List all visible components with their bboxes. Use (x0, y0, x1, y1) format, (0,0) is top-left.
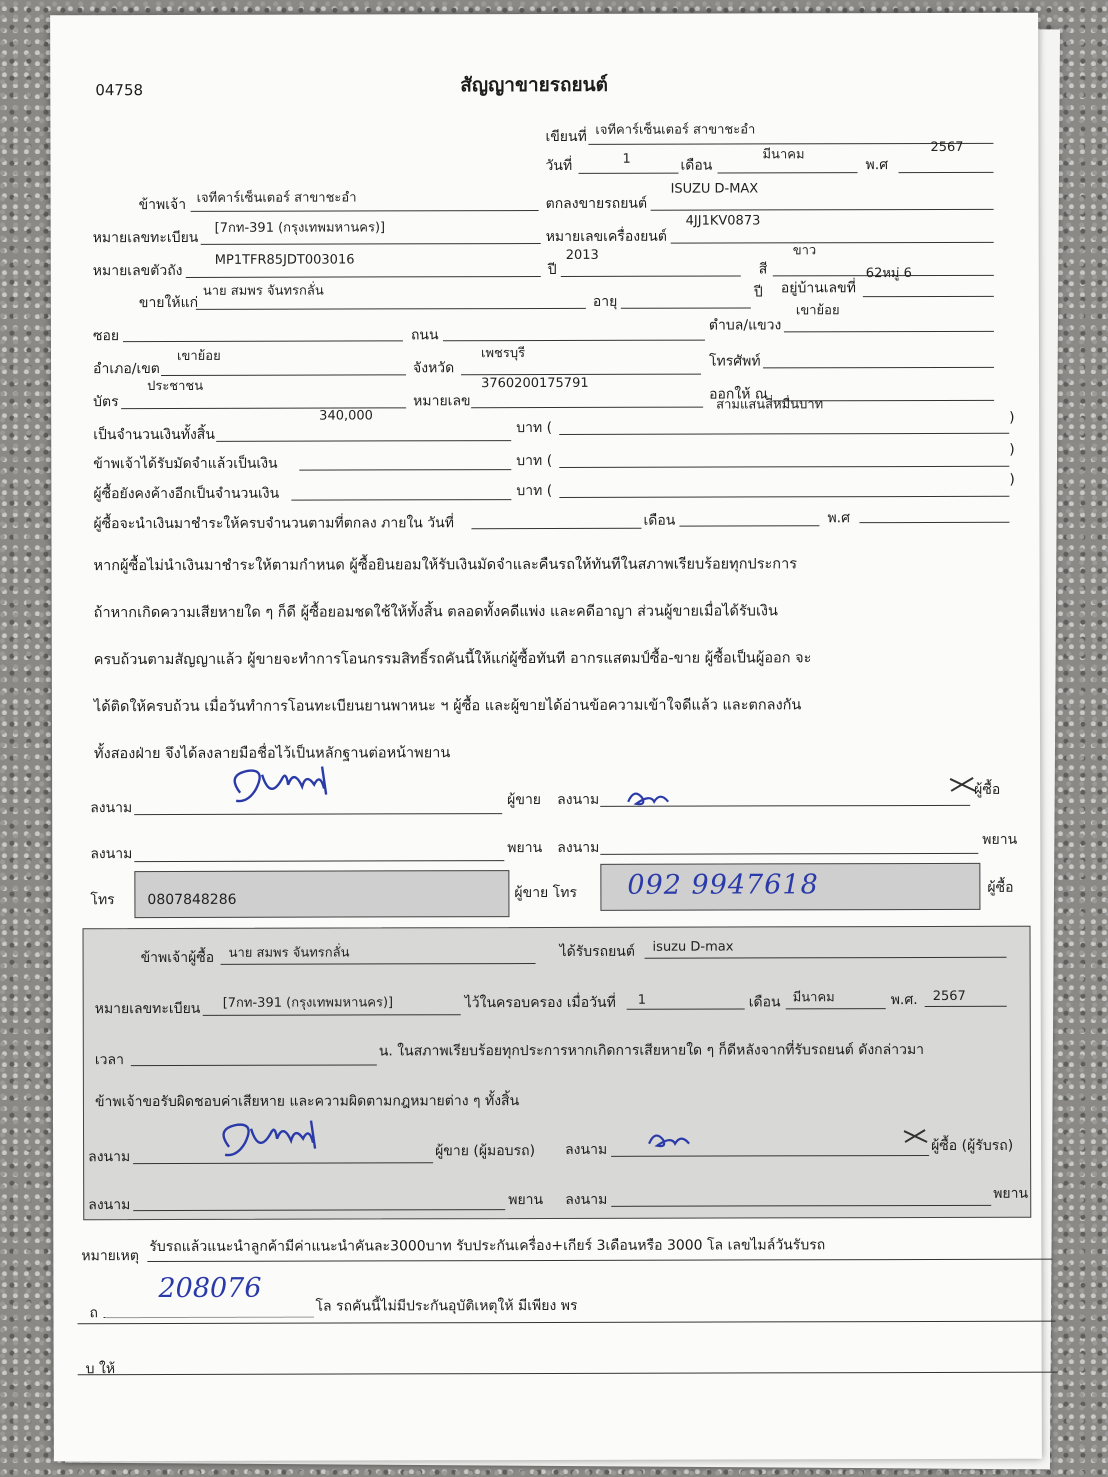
receipt-seller-role: ผู้ขาย (ผู้มอบรถ) (435, 1143, 536, 1160)
total-amount-line (216, 440, 511, 442)
receipt-buyer-x-mark (901, 1127, 931, 1147)
receipt-car-value: isuzu D-max (652, 939, 734, 955)
pay-by-label: ผู้ซื้อจะนำเงินมาชำระให้ครบจำนวนตามที่ตกลง ภายใน วันที่ (93, 515, 454, 533)
buyer-phone-value: 092 9947618 (627, 869, 819, 901)
plate-value: [7กท-391 (กรุงเทพมหานคร)] (214, 220, 386, 236)
date-month-line (718, 172, 858, 173)
engine-value: 4JJ1KV0873 (685, 213, 761, 229)
buyer-signature (624, 784, 684, 810)
mileage-prefix: ถ (89, 1305, 99, 1322)
soi-label: ซอย (92, 328, 120, 345)
pay-month-line (679, 525, 819, 526)
seller-line (191, 210, 539, 212)
total-baht-label: บาท ( (516, 419, 553, 437)
district-label: อำเภอ/เขต (93, 361, 160, 378)
terms-line-3: ครบถ้วนตามสัญญาแล้ว ผู้ขายจะทำการโอนกรรมสิทธิ์รถคันนี้ให้แก่ผู้ซื้อทันที อากรแสตมป์ซื้อ-ขาย ผู้ซื้อเป็นผู้ออก จะ (93, 650, 812, 669)
owed-words-line (559, 496, 1009, 498)
seller-sign-label: ลงนาม (90, 800, 133, 817)
house-label: อยู่บ้านเลขที่ (780, 280, 856, 297)
witness1-sign-line (134, 860, 504, 862)
agree-label: ตกลงขายรถยนต์ (545, 195, 648, 212)
written-at-value: เจทีคาร์เซ็นเตอร์ สาขาชะอำ (595, 122, 756, 138)
engine-line (671, 242, 994, 244)
buyer-label: ขายให้แก่ (138, 294, 199, 312)
card-no-value: 3760200175791 (481, 375, 589, 392)
owed-baht-label: บาท ( (516, 482, 553, 500)
color-value: ขาว (792, 243, 817, 259)
subdistrict-line (784, 331, 994, 333)
total-amount-value: 340,000 (319, 408, 373, 424)
receipt-year-label: พ.ศ. (890, 992, 918, 1009)
date-month-value: มีนาคม (762, 147, 805, 163)
mileage-underline (78, 1321, 1056, 1325)
house-line (863, 296, 994, 297)
pay-year-label: พ.ศ (827, 510, 851, 527)
receipt-seller-signature (211, 1117, 351, 1165)
mileage-value: 208076 (158, 1272, 262, 1305)
buyer-sign-role: ผู้ซื้อ (974, 781, 1001, 798)
receipt-received-label: ได้รับรถยนต์ (559, 943, 635, 960)
receipt-liability-text: ข้าพเจ้าขอรับผิดชอบค่าเสียหาย และความผิดตามกฎหมายต่าง ๆ ทั้งสิ้น (94, 1093, 520, 1111)
car-year-value: 2013 (565, 247, 599, 263)
subdistrict-label: ตำบล/แขวง (708, 317, 782, 334)
phone-label: โทรศัพท์ (708, 353, 761, 370)
date-day-line (579, 173, 679, 174)
note-label: หมายเหตุ (81, 1248, 140, 1265)
date-year-value: 2567 (930, 139, 964, 155)
chassis-value: MP1TFR85JDT003016 (214, 252, 355, 268)
deposit-words-line (559, 466, 1009, 468)
age-line (621, 307, 751, 308)
receipt-buyer-sign-label: ลงนาม (565, 1141, 608, 1158)
chassis-label: หมายเลขตัวถัง (92, 262, 183, 280)
buyer-value: นาย สมพร จันทรกลั่น (202, 283, 324, 299)
owed-close-paren: ) (1009, 471, 1015, 488)
color-label: สี (758, 261, 768, 278)
receipt-buyer-value: นาย สมพร จันทรกลั่น (228, 945, 350, 961)
date-month-label: เดือน (680, 157, 713, 174)
page-title: สัญญาขายรถยนต์ (460, 73, 608, 97)
deliver-label: บ ให้ (85, 1361, 116, 1378)
mileage-line (104, 1317, 314, 1319)
province-value: เพชรบุรี (480, 346, 526, 362)
receipt-witness1-role: พยาน (508, 1192, 544, 1209)
buyer-line (196, 308, 586, 310)
deposit-close-paren: ) (1009, 441, 1015, 458)
card-label: บัตร (93, 394, 119, 411)
card-type-value: ประชาชน (147, 378, 204, 395)
receipt-buyer-signature (645, 1126, 705, 1152)
plate-line (201, 243, 541, 245)
phone-line (763, 367, 994, 369)
note-line (147, 1259, 1052, 1262)
document-number: 04758 (95, 81, 144, 100)
witness1-sign-label: ลงนาม (90, 846, 133, 863)
total-words-line (559, 433, 1009, 435)
road-label: ถนน (410, 327, 439, 344)
witness1-role: พยาน (507, 840, 543, 857)
buyer-sign-label: ลงนาม (557, 791, 600, 808)
witness2-sign-label: ลงนาม (557, 839, 600, 856)
receipt-plate-value: [7กท-391 (กรุงเทพมหานคร)] (222, 995, 394, 1011)
witness2-role: พยาน (982, 831, 1018, 848)
district-value: เขาย้อย (176, 348, 221, 364)
terms-line-2: ถ้าหากเกิดความเสียหายใด ๆ ก็ดี ผู้ซื้อยอมชดใช้ให้ทั้งสิ้น ตลอดทั้งคดีแพ่ง และคดีอาญา ส่วนผู้ขายเมื่อได้รับเงิน (93, 603, 778, 622)
age-label: อายุ (592, 293, 618, 310)
pay-month-label: เดือน (643, 512, 676, 529)
card-no-line (471, 407, 703, 409)
owed-label: ผู้ซื้อยังคงค้างอีกเป็นจำนวนเงิน (93, 485, 280, 503)
terms-line-5: ทั้งสองฝ่าย จึงได้ลงลายมือชื่อไว้เป็นหลักฐานต่อหน้าพยาน (94, 745, 451, 763)
total-label: เป็นจำนวนเงินทั้งสิ้น (93, 426, 215, 444)
receipt-witness2-role: พยาน (993, 1185, 1029, 1202)
deposit-line (299, 469, 511, 471)
receipt-plate-label: หมายเลขทะเบียน (94, 1000, 201, 1018)
seller-tel-suffix: ผู้ขาย โทร (514, 884, 577, 902)
road-line (443, 340, 705, 342)
engine-label: หมายเลขเครื่องยนต์ (545, 228, 667, 245)
receipt-box (82, 926, 1031, 1220)
receipt-witness2-sign-label: ลงนาม (565, 1191, 608, 1208)
issued-label: ออกให้ ณ (709, 386, 768, 403)
total-words-value: สามแสนสี่หมื่นบาท (716, 397, 824, 413)
seller-label: ข้าพเจ้า (138, 196, 187, 214)
receipt-time-text: น. ในสภาพเรียบร้อยทุกประการหากเกิดการเสียหายใด ๆ ก็ดีหลังจากที่รับรถยนต์ ดังกล่าวมา (378, 1042, 925, 1060)
seller-value: เจทีคาร์เซ็นเตอร์ สาขาชะอำ (196, 190, 357, 206)
witness2-sign-line (600, 853, 978, 855)
receipt-possession-label: ไว้ในครอบครอง เมื่อวันที่ (464, 994, 616, 1012)
province-label: จังหวัด (413, 360, 455, 377)
receipt-month-label: เดือน (748, 994, 781, 1011)
receipt-buyer-role: ผู้ซื้อ (ผู้รับรถ) (931, 1137, 1014, 1154)
mileage-suffix: โล รถคันนี้ไม่มีประกันอุบัติเหตุให้ มีเพียง พร (315, 1297, 578, 1315)
date-year-label: พ.ศ (865, 157, 889, 174)
receipt-time-label: เวลา (94, 1052, 124, 1069)
car-year-label: ปี (547, 261, 557, 278)
date-day-label: วันที่ (545, 157, 573, 174)
seller-sign-line (134, 813, 502, 815)
chassis-line (186, 276, 541, 278)
note-text: รับรถแล้วแนะนำลูกค้ามีค่าแนะนำคันละ3000บาท รับประกันเครื่อง+เกียร์ 3เดือนหรือ 3000 โล เลขไมล์วันรับรถ (149, 1237, 826, 1256)
car-model-line (651, 209, 994, 211)
receipt-month-value: มีนาคม (792, 990, 835, 1006)
car-model-value: ISUZU D-MAX (670, 181, 759, 197)
car-year-line (561, 275, 741, 276)
owed-line (291, 499, 511, 501)
receipt-seller-sign-label: ลงนาม (88, 1149, 131, 1166)
receipt-witness1-sign-label: ลงนาม (88, 1197, 131, 1214)
pay-year-line (859, 522, 1009, 523)
seller-sign-role: ผู้ขาย (507, 792, 542, 809)
seller-phone-value: 0807848286 (147, 891, 237, 909)
house-value: 62หมู่ 6 (865, 266, 912, 282)
deposit-label: ข้าพเจ้าได้รับมัดจำแล้วเป็นเงิน (93, 455, 278, 473)
seller-signature (222, 762, 372, 812)
receipt-year-value: 2567 (932, 988, 966, 1004)
seller-tel-label: โทร (90, 892, 115, 909)
district-line (161, 374, 406, 376)
written-at-label: เขียนที่ (545, 128, 587, 145)
years-label: ปี (753, 284, 763, 301)
pay-day-line (471, 528, 641, 529)
card-no-label: หมายเลข (413, 393, 471, 410)
date-day-value: 1 (622, 151, 631, 167)
total-close-paren: ) (1009, 409, 1015, 426)
deliver-line (78, 1372, 1058, 1376)
subdistrict-value: เขาย้อย (795, 303, 840, 319)
date-year-line (899, 172, 994, 173)
receipt-day-value: 1 (637, 992, 646, 1008)
buyer-tel-role: ผู้ซื้อ (987, 879, 1014, 896)
terms-line-4: ได้ติดให้ครบถ้วน เมื่อวันทำการโอนทะเบียนยานพาหนะ ฯ ผู้ซื้อ และผู้ขายได้อ่านข้อความเข้าใจดีแล้ว และตกลงกัน (93, 697, 802, 716)
receipt-buyer-label: ข้าพเจ้าผู้ซื้อ (140, 949, 215, 967)
terms-line-1: หากผู้ซื้อไม่นำเงินมาชำระให้ตามกำหนด ผู้ซื้อยินยอมให้รับเงินมัดจำและคืนรถให้ทันทีในสภาพเรียบร้อยทุกประการ (93, 556, 798, 575)
contract-page (50, 13, 1042, 1462)
deposit-baht-label: บาท ( (516, 452, 553, 470)
plate-label: หมายเลขทะเบียน (92, 229, 199, 247)
soi-line (123, 340, 403, 342)
